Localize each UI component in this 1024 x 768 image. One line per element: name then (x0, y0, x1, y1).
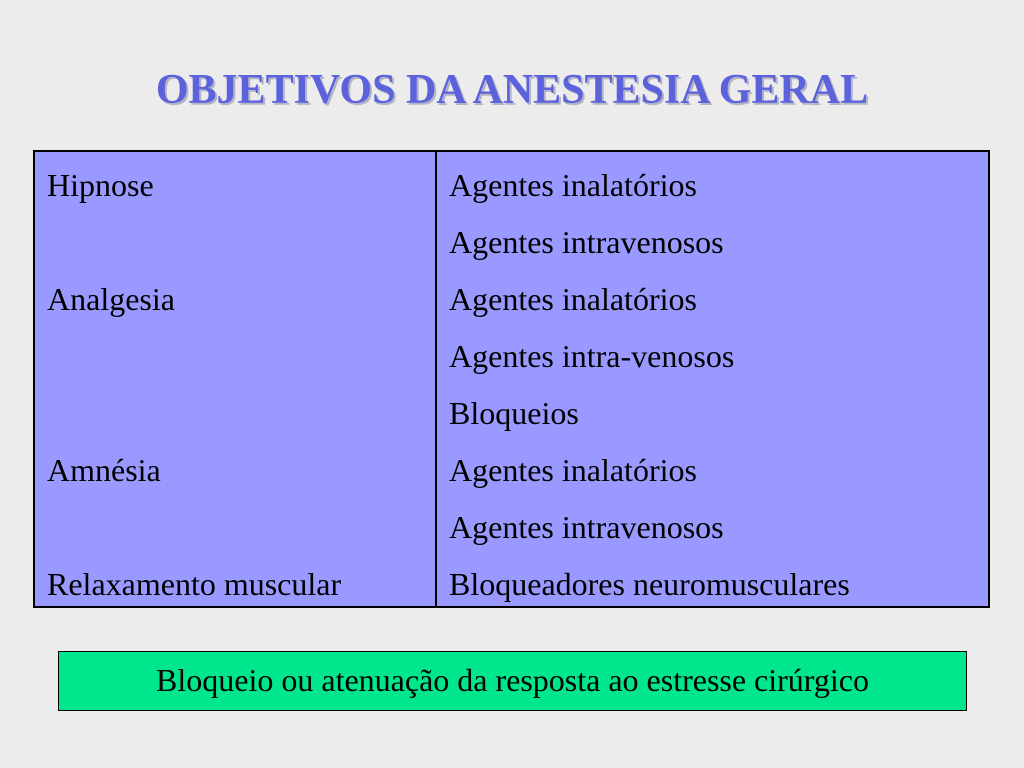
agent-item: Agentes inalatórios (449, 281, 697, 317)
objective-spacer (47, 499, 435, 556)
objective-spacer (47, 328, 435, 385)
agent-item: Agentes intra-venosos (449, 338, 735, 374)
callout-box: Bloqueio ou atenuação da resposta ao estresse cirúrgico (58, 651, 967, 711)
objective-amnesia: Amnésia (47, 452, 161, 488)
objectives-table (33, 150, 990, 608)
objective-spacer (47, 214, 435, 271)
objective-relaxamento: Relaxamento muscular (47, 566, 342, 602)
agent-item: Agentes intravenosos (449, 224, 724, 260)
slide-title: OBJETIVOS DA ANESTESIA GERAL (155, 67, 869, 113)
objective-spacer (47, 385, 435, 442)
agent-item: Bloqueios (449, 395, 579, 431)
objectives-column (35, 152, 437, 606)
agent-item: Agentes intravenosos (449, 509, 724, 545)
objective-analgesia: Analgesia (47, 281, 175, 317)
agent-item: Bloqueadores neuromusculares (449, 566, 850, 602)
agents-column (437, 152, 988, 606)
objective-hipnose: Hipnose (47, 167, 154, 203)
agent-item: Agentes inalatórios (449, 167, 697, 203)
agent-item: Agentes inalatórios (449, 452, 697, 488)
